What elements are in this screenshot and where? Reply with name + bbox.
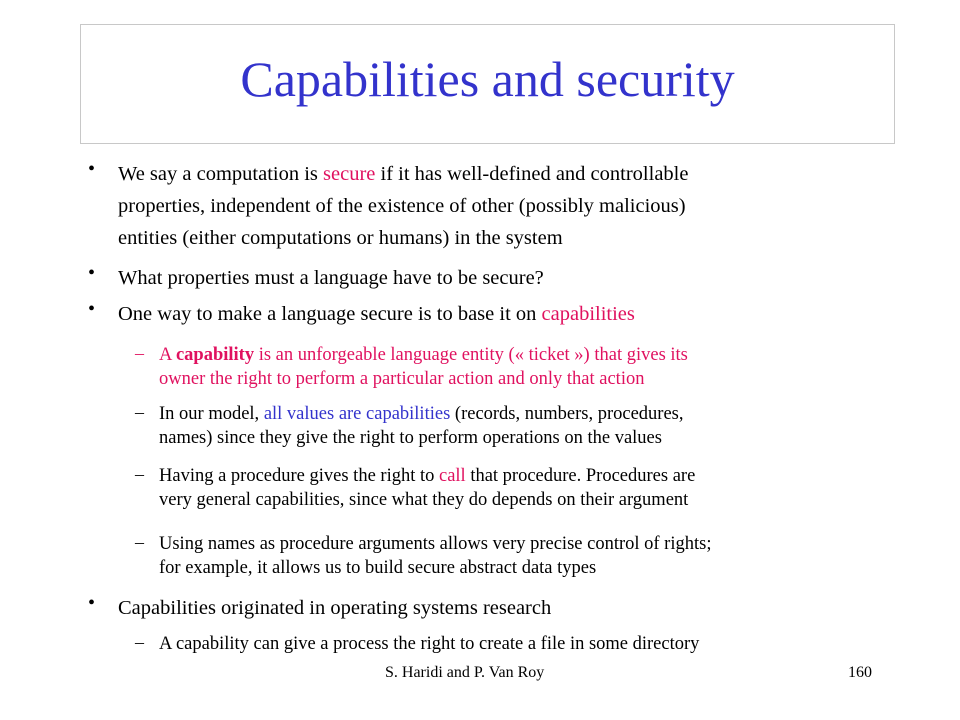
dash-marker: – [135, 632, 144, 652]
dash-marker: – [135, 464, 144, 484]
text: One way to make a language secure is to base it on [118, 303, 542, 325]
sub-names-arguments [159, 532, 879, 580]
sub-file-right: A capability can give a process the right to create a file in some directory [159, 634, 700, 654]
footer-authors: S. Haridi and P. Van Roy [385, 664, 545, 681]
text: Having a procedure gives the right to [159, 466, 439, 486]
bullet-secure-definition [118, 158, 888, 254]
dash-marker: – [135, 402, 144, 422]
text: owner the right to perform a particular action and only that action [159, 369, 645, 389]
bullet-os-origin: Capabilities originated in operating systems research [118, 597, 552, 619]
text: for example, it allows us to build secure abstract data types [159, 558, 597, 578]
bold-capability: capability [175, 345, 255, 365]
text: names) since they give the right to perform operations on the values [159, 428, 662, 448]
text: that procedure. Procedures are [465, 466, 696, 486]
bullet-marker: • [88, 592, 96, 614]
highlight-capabilities: capabilities [541, 303, 635, 325]
text: Using names as procedure arguments allows very precise control of rights; [159, 534, 712, 554]
sub-capability-definition [159, 343, 879, 391]
bullet-capabilities-intro [118, 298, 888, 330]
bullet-marker: • [88, 158, 96, 180]
bullet-marker: • [88, 262, 96, 284]
text: very general capabilities, since what they do depends on their argument [159, 490, 689, 510]
text: is an unforgeable language entity (« ticket ») that gives its [254, 345, 688, 365]
text: A [159, 345, 176, 365]
sub-procedure-call [159, 464, 879, 512]
text: (records, numbers, procedures, [450, 404, 684, 424]
bullet-properties-question: What properties must a language have to be secure? [118, 267, 544, 289]
bullet-marker: • [88, 298, 96, 320]
dash-marker: – [135, 532, 144, 552]
page-number: 160 [848, 664, 872, 681]
dash-marker: – [135, 343, 144, 363]
slide-title: Capabilities and security [240, 51, 735, 107]
highlight-call: call [438, 466, 466, 486]
text: entities (either computations or humans) in the system [118, 227, 563, 249]
text: if it has well-defined and controllable [375, 163, 689, 185]
text: In our model, [159, 404, 264, 424]
text: We say a computation is [118, 163, 324, 185]
sub-all-values [159, 402, 879, 450]
highlight-secure: secure [323, 163, 376, 185]
highlight-all-values: all values are capabilities [263, 404, 451, 424]
text: properties, independent of the existence of other (possibly malicious) [118, 195, 686, 217]
